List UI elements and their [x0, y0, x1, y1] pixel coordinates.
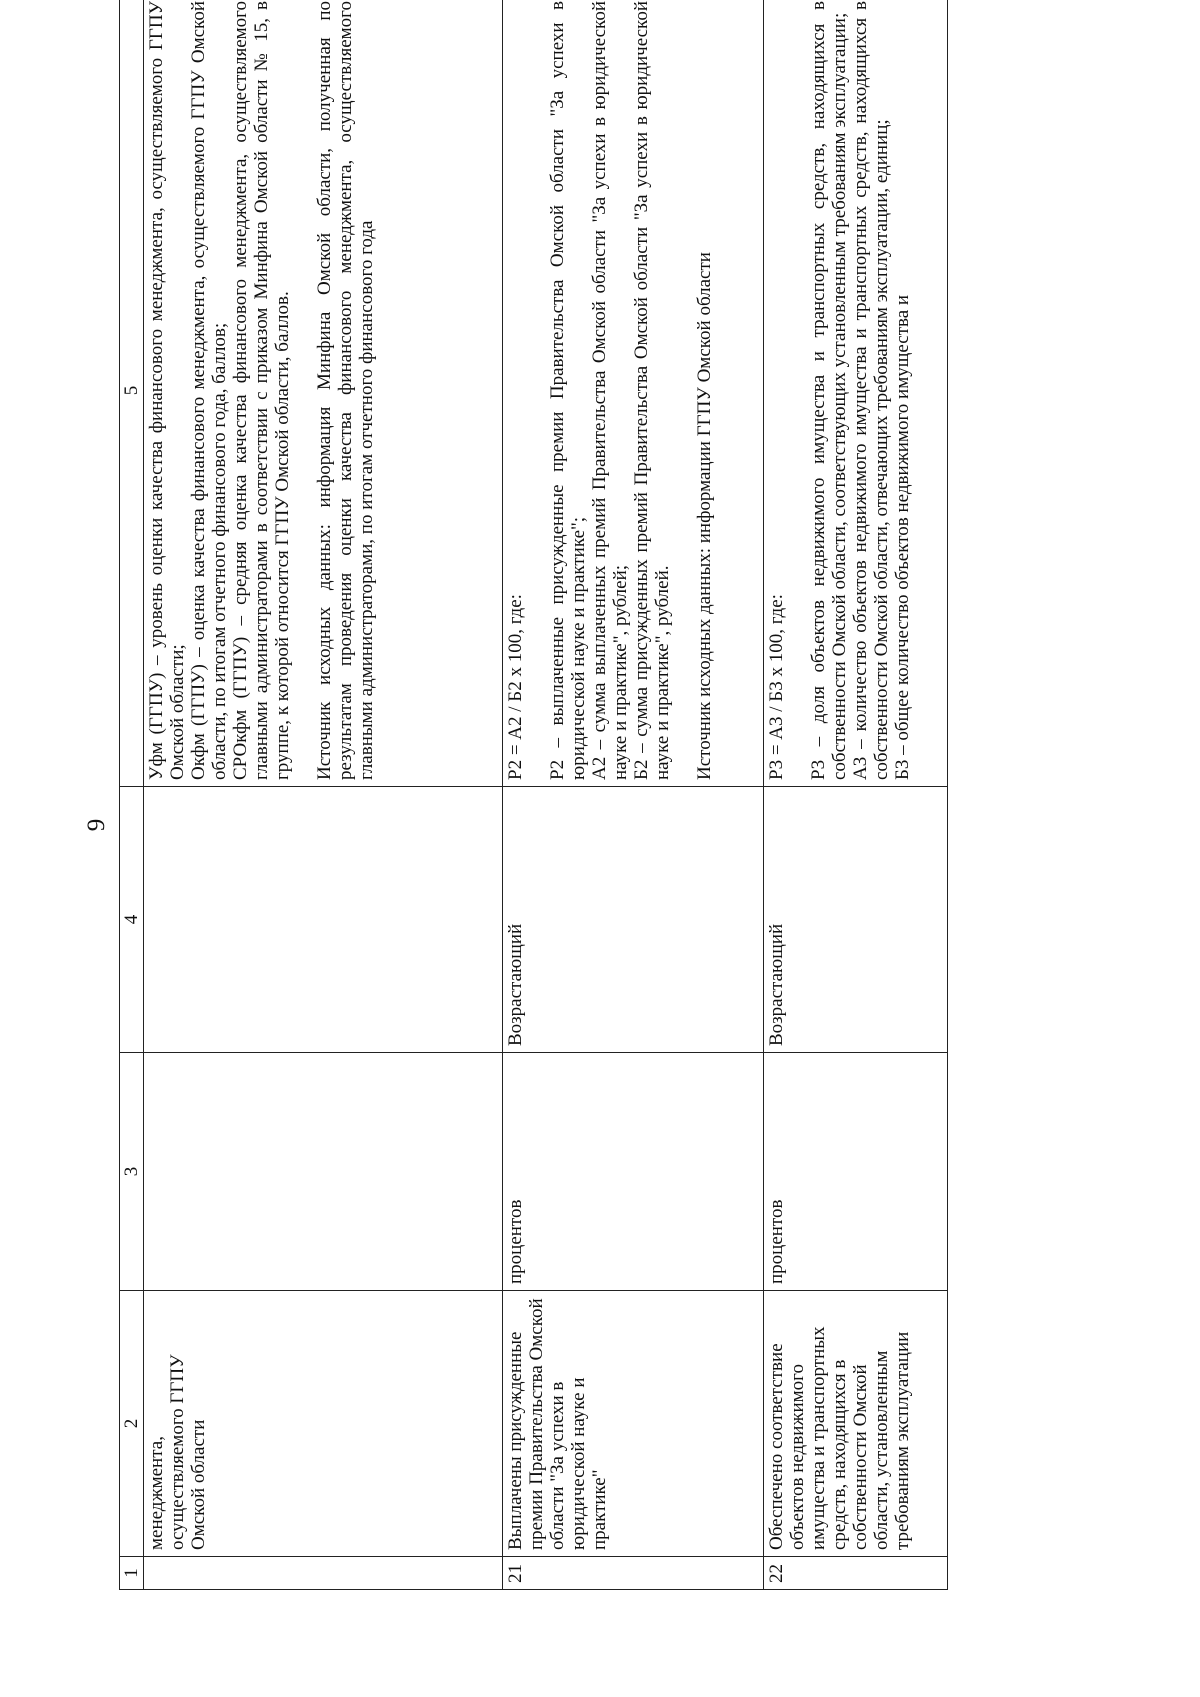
definition-text: Уфм (ГГПУ) – уровень оценки качества финансового менеджмента, осуществляемого ГГПУ Омской области; — [146, 1, 188, 780]
definition-text: Р3 – доля объектов недвижимого имущества и транспортных средств, находящихся в собственности Омской области, соответствующих установленным требованиям эксплуатации; — [808, 1, 850, 780]
row-number-cell: 22 — [764, 1557, 948, 1590]
table-row-21 — [503, 0, 764, 1590]
definition-text: А3 – количество объектов недвижимого имущества и транспортных средств, находящихся в собственности Омской области, отвечающих требованиям эксплуатации, единиц; — [850, 1, 892, 780]
method-cell — [764, 0, 948, 787]
table-header — [120, 0, 144, 1590]
header-col-4: 4 — [120, 787, 144, 1053]
header-row — [120, 0, 144, 1590]
trend-cell: Возрастающий — [503, 787, 764, 1053]
data-source-text: Источник исходных данных: информация Минфина Омской области, полученная по результатам проведения оценки качества финансового менеджмента, осуществляемого главными администраторами, по итогам отчетного финансового года — [314, 1, 377, 780]
method-cell — [144, 0, 503, 787]
trend-cell — [144, 787, 503, 1053]
method-cell — [503, 0, 764, 787]
unit-cell — [144, 1053, 503, 1291]
indicator-name-cell: Обеспечено соответствие объектов недвижимого имущества и транспортных средств, находящихся в собственности Омской области, установленным требованиям эксплуатации — [764, 1291, 948, 1557]
row-number-cell: 21 — [503, 1557, 764, 1590]
formula-text: Р3 = А3 / Б3 x 100, где: — [766, 594, 787, 780]
page-number: 9 — [83, 818, 110, 832]
definition-text: Окфм (ГГПУ) – оценка качества финансового менеджмента, осуществляемого ГГПУ Омской области, по итогам отчетного финансового года, баллов; — [188, 1, 230, 780]
indicator-name-cell: менеджмента, осуществляемого ГГПУ Омской области — [144, 1291, 503, 1557]
row-number-cell — [144, 1557, 503, 1590]
definition-text: СРОкфм (ГГПУ) – средняя оценка качества финансового менеджмента, осуществляемого главными администраторами в соответствии с приказом Минфина Омской области № 15, в группе, к которой относится ГГПУ Омской области, баллов. — [230, 1, 293, 780]
formula-text: Р2 = А2 / Б2 x 100, где: — [505, 594, 526, 780]
table-row-22 — [764, 0, 948, 1590]
header-col-1: 1 — [120, 1557, 144, 1590]
definition-text: А2 – сумма выплаченных премий Правительства Омской области "За успехи в юридической науке и практике", рублей; — [589, 1, 631, 780]
definition-text: Б3 – общее количество объектов недвижимого имущества и — [892, 294, 913, 780]
header-col-3: 3 — [120, 1053, 144, 1291]
header-col-2: 2 — [120, 1291, 144, 1557]
table-row-continuation — [144, 0, 503, 1590]
definition-text: Р2 – выплаченные присужденные премии Правительства Омской области "За успехи в юридической науке и практике"; — [547, 1, 589, 780]
trend-cell: Возрастающий — [764, 787, 948, 1053]
data-source-text: Источник исходных данных: информации ГГПУ Омской области — [694, 252, 715, 780]
indicator-table — [119, 0, 948, 1590]
unit-cell: процентов — [503, 1053, 764, 1291]
unit-cell: процентов — [764, 1053, 948, 1291]
definition-text: Б2 – сумма присужденных премий Правительства Омской области "За успехи в юридической науке и практике", рублей. — [631, 1, 673, 780]
header-col-5: 5 — [120, 0, 144, 787]
indicator-name-cell: Выплачены присужденные премии Правительства Омской области "За успехи в юридической науке и практике" — [503, 1291, 764, 1557]
